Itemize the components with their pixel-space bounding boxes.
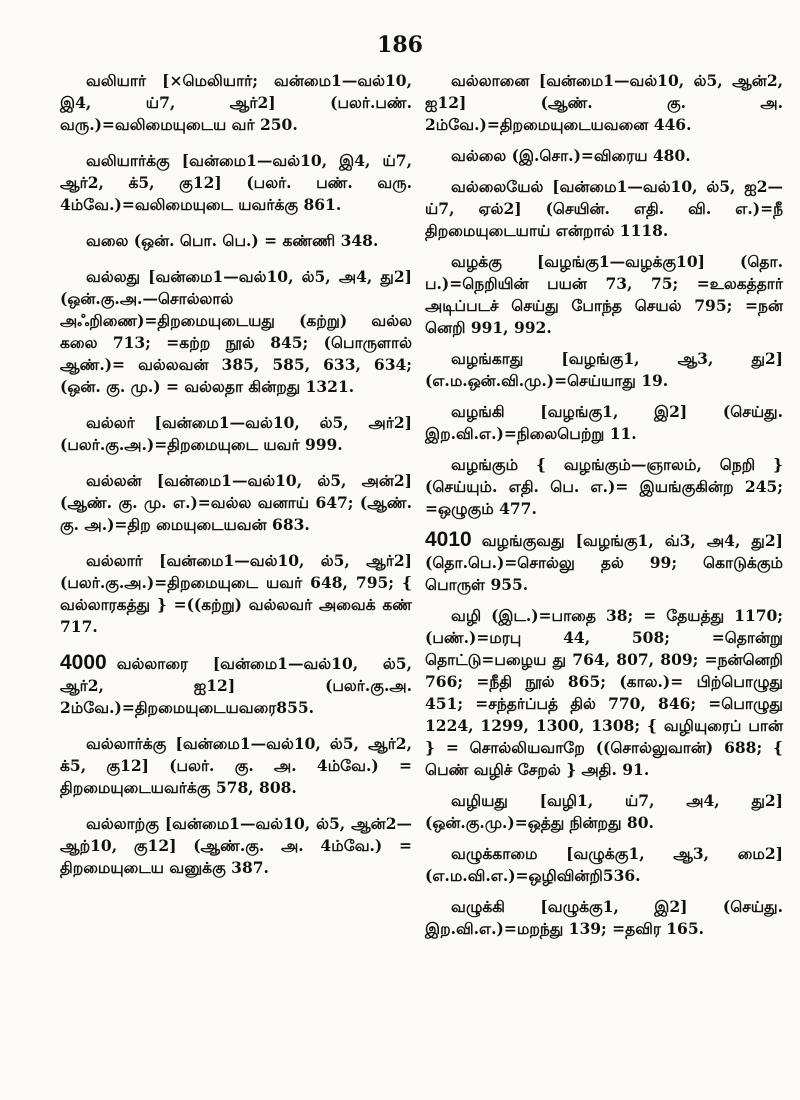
entry-text: வல்லை (இ.சொ.)=விரைய 480. xyxy=(451,146,691,165)
dictionary-entry xyxy=(425,896,783,940)
entry-text: வழியது [வழி1, ய்7, அ4, து2] (ஒன்.கு.மு.)=ஒத்து நின்றது 80. xyxy=(425,791,783,832)
dictionary-entry xyxy=(425,401,783,445)
entry-text: வழக்கு [வழங்கு1—வழக்கு10] (தொ. ப.)=நெறியின் பயன் 73, 75; =உலகத்தார் அடிப்படச் செய்து போந்த செயல் 795; =நன் னெறி 991, 992. xyxy=(425,252,783,337)
dictionary-entry xyxy=(60,470,412,536)
dictionary-entry xyxy=(60,70,412,136)
dictionary-entry xyxy=(425,529,783,596)
dictionary-entry xyxy=(425,454,783,520)
dictionary-entry xyxy=(60,813,412,879)
entry-text: வல்லாற்கு [வன்மை1—வல்10, ல்5, ஆன்2—ஆற்10, கு12] (ஆண்.கு. அ. 4ம்வே.) = திறமையுடைய வனுக்கு 387. xyxy=(60,814,412,877)
dictionary-entry xyxy=(425,790,783,834)
right-column xyxy=(425,70,783,949)
entry-text: வல்லாரை [வன்மை1—வல்10, ல்5, ஆர்2, ஐ12] (பலர்.கு.அ. 2ம்வே.)=திறமையுடையவரை855. xyxy=(60,654,412,717)
dictionary-entry xyxy=(425,843,783,887)
entry-text: வழங்காது [வழங்கு1, ஆ3, து2] (எ.ம.ஒன்.வி.மு.)=செய்யாது 19. xyxy=(425,349,783,390)
dictionary-entry xyxy=(425,176,783,242)
entry-text: வழங்கும் { வழங்கும்—ஞாலம், நெறி } (செய்யும். எதி. பெ. எ.)= இயங்குகின்ற 245; =ஒழுகும் 477. xyxy=(425,455,783,518)
entry-text: வலியார்க்கு [வன்மை1—வல்10, இ4, ய்7, ஆர்2, க்5, கு12] (பலர். பண். வரு. 4ம்வே.)=வலிமையுடை யவர்க்கு 861. xyxy=(60,151,412,214)
dictionary-entry xyxy=(60,150,412,216)
entry-text: வழி (இட.)=பாதை 38; = தேயத்து 1170; (பண்.)=மரபு 44, 508; =தொன்று தொட்டு=பழைய து 764, 807, 809; =நன்னெறி 766; =நீதி நூல் 865; (கால.)= பிற்பொழுது 451; =சந்தர்ப்பத் தில் 770, 846; =பொழுது 1224, 1299, 1300, 1308; { வழியுரைப் பான் } = சொல்லியவாறே ((சொல்லுவான்) 688; { பெண் வழிச் சேறல் } அதி. 91. xyxy=(425,606,783,779)
entry-number: 4000 xyxy=(60,651,107,674)
entry-text: வல்லர் [வன்மை1—வல்10, ல்5, அர்2] (பலர்.கு.அ.)=திறமையுடை யவர் 999. xyxy=(60,413,412,454)
entry-text: வல்லையேல் [வன்மை1—வல்10, ல்5, ஐ2—ய்7, ஏல்2] (செயின். எதி. வி. எ.)=நீ திறமையுடையாய் என்றால் 1118. xyxy=(425,177,783,240)
entry-text: வழுக்காமை [வழுக்கு1, ஆ3, மை2] (எ.ம.வி.எ.)=ஒழிவின்றி536. xyxy=(425,844,783,885)
dictionary-entry xyxy=(60,412,412,456)
dictionary-entry xyxy=(425,145,783,167)
dictionary-entry xyxy=(425,605,783,781)
entry-text: வல்லது [வன்மை1—வல்10, ல்5, அ4, து2] (ஒன்.கு.அ.—சொல்லால் அஃறிணை)=திறமையுடையது (கற்று) வல்ல கலை 713; =கற்ற நூல் 845; (பொருளால் ஆண்.)= வல்லவன் 385, 585, 633, 634; (ஒன். கு. மு.) = வல்லதா கின்றது 1321. xyxy=(60,267,412,396)
entry-text: வல்லன் [வன்மை1—வல்10, ல்5, அன்2] (ஆண். கு. மு. எ.)=வல்ல வனாய் 647; (ஆண். கு. அ.)=திற மையுடையவன் 683. xyxy=(60,471,412,534)
dictionary-entry xyxy=(60,550,412,638)
dictionary-entry xyxy=(425,348,783,392)
entry-text: வல்லானை [வன்மை1—வல்10, ல்5, ஆன்2, ஐ12] (ஆண். கு. அ. 2ம்வே.)=திறமையுடையவனை 446. xyxy=(425,71,783,134)
dictionary-entry xyxy=(60,266,412,398)
left-column xyxy=(60,70,412,893)
dictionary-entry xyxy=(425,70,783,136)
dictionary-entry xyxy=(60,652,412,719)
entry-text: வழங்கி [வழங்கு1, இ2] (செய்து. இற.வி.எ.)=நிலைபெற்று 11. xyxy=(425,402,783,443)
entry-text: வழங்குவது [வழங்கு1, வ்3, அ4, து2] (தொ.பெ.)=சொல்லு தல் 99; கொடுக்கும் பொருள் 955. xyxy=(425,531,783,594)
entry-text: வல்லார் [வன்மை1—வல்10, ல்5, ஆர்2] (பலர்.கு.அ.)=திறமையுடை யவர் 648, 795; { வல்லாரகத்து } =((கற்று) வல்லவர் அவைக் கண் 717. xyxy=(60,551,412,636)
page-number: 186 xyxy=(377,32,423,58)
entry-text: வல்லார்க்கு [வன்மை1—வல்10, ல்5, ஆர்2, க்5, கு12] (பலர். கு. அ. 4ம்வே.) = திறமையுடையவர்க்கு 578, 808. xyxy=(60,734,412,797)
dictionary-entry xyxy=(60,733,412,799)
entry-number: 4010 xyxy=(425,528,472,551)
entry-text: வலியார் [×மெலியார்; வன்மை1—வல்10, இ4, ய்7, ஆர்2] (பலர்.பண். வரு.)=வலிமையுடைய வர் 250. xyxy=(60,71,412,134)
dictionary-entry xyxy=(60,230,412,252)
dictionary-entry xyxy=(425,251,783,339)
entry-text: வலை (ஒன். பொ. பெ.) = கண்ணி 348. xyxy=(86,231,379,250)
entry-text: வழுக்கி [வழுக்கு1, இ2] (செய்து. இற.வி.எ.)=மறந்து 139; =தவிர 165. xyxy=(425,897,783,938)
